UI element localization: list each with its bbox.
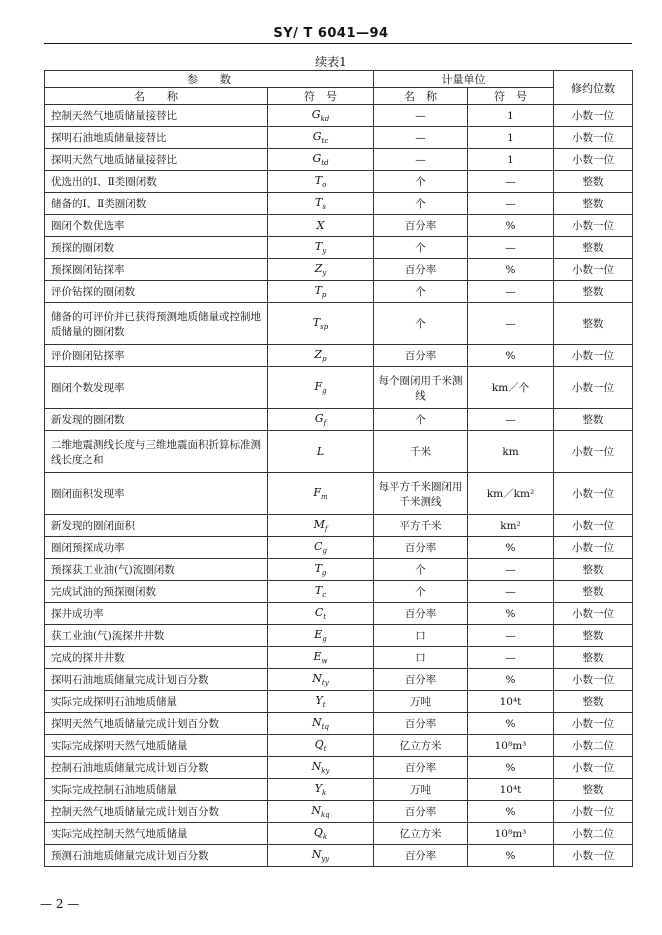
- table-row: [45, 581, 633, 603]
- decimal-places: 整数: [554, 581, 633, 603]
- symbol-base: Q: [313, 825, 323, 839]
- unit-symbol: %: [468, 801, 554, 823]
- param-name: 预测石油地质储量完成计划百分数: [45, 845, 268, 867]
- param-name: 优选出的Ⅰ、Ⅱ类圈闭数: [45, 171, 268, 193]
- decimal-places: 整数: [554, 303, 633, 345]
- unit-symbol: —: [468, 625, 554, 647]
- param-name: 新发现的圈闭数: [45, 409, 268, 431]
- unit-name: 万吨: [374, 779, 468, 801]
- symbol-subscript: sp: [320, 323, 329, 332]
- symbol-subscript: s: [322, 203, 326, 212]
- param-symbol: [268, 259, 374, 281]
- param-symbol: [268, 193, 374, 215]
- unit-symbol: %: [468, 603, 554, 625]
- decimal-places: 小数一位: [554, 713, 633, 735]
- table-row: [45, 757, 633, 779]
- param-name: 获工业油(气)流探井井数: [45, 625, 268, 647]
- decimal-places: 整数: [554, 559, 633, 581]
- param-name: 实际完成探明石油地质储量: [45, 691, 268, 713]
- decimal-places: 整数: [554, 193, 633, 215]
- decimal-places: 小数一位: [554, 149, 633, 171]
- symbol-subscript: ky: [321, 767, 330, 776]
- param-name: 圈闭预探成功率: [45, 537, 268, 559]
- symbol-subscript: p: [322, 355, 327, 364]
- unit-symbol: km／km²: [468, 473, 554, 515]
- param-name: 探明石油地质储量完成计划百分数: [45, 669, 268, 691]
- unit-symbol: %: [468, 345, 554, 367]
- param-name: 探井成功率: [45, 603, 268, 625]
- param-symbol: [268, 149, 374, 171]
- decimal-places: 小数一位: [554, 259, 633, 281]
- symbol-base: T: [314, 561, 322, 575]
- unit-name: 个: [374, 193, 468, 215]
- symbol-subscript: y: [322, 247, 327, 256]
- table-row: [45, 515, 633, 537]
- unit-name: 个: [374, 281, 468, 303]
- unit-name: 亿立方米: [374, 735, 468, 757]
- symbol-subscript: ty: [321, 679, 329, 688]
- symbol-subscript: g: [322, 547, 327, 556]
- symbol-subscript: t: [323, 613, 327, 622]
- unit-symbol: —: [468, 559, 554, 581]
- symbol-base: T: [314, 283, 322, 297]
- param-symbol: [268, 625, 374, 647]
- symbol-subscript: c: [322, 591, 327, 600]
- unit-symbol: %: [468, 713, 554, 735]
- param-symbol: [268, 669, 374, 691]
- param-name: 探明天然气地质储量接替比: [45, 149, 268, 171]
- table-row: [45, 473, 633, 515]
- param-symbol: [268, 823, 374, 845]
- parameter-table: [44, 70, 633, 867]
- unit-symbol: 10⁸m³: [468, 823, 554, 845]
- unit-symbol: —: [468, 581, 554, 603]
- unit-name: 百分率: [374, 845, 468, 867]
- unit-name: 百分率: [374, 537, 468, 559]
- table-row: [45, 345, 633, 367]
- decimal-places: 整数: [554, 171, 633, 193]
- param-symbol: [268, 409, 374, 431]
- symbol-subscript: t: [323, 745, 327, 754]
- symbol-base: N: [311, 759, 322, 773]
- symbol-base: T: [312, 315, 321, 329]
- table-row: [45, 559, 633, 581]
- unit-name: —: [374, 149, 468, 171]
- table-row: [45, 625, 633, 647]
- table-row: [45, 303, 633, 345]
- symbol-base: G: [312, 151, 322, 165]
- decimal-places: 整数: [554, 409, 633, 431]
- unit-name: 百分率: [374, 713, 468, 735]
- unit-name: 千米: [374, 431, 468, 473]
- param-name: 新发现的圈闭面积: [45, 515, 268, 537]
- decimal-places: 小数一位: [554, 801, 633, 823]
- symbol-base: T: [314, 583, 323, 597]
- param-symbol: [268, 735, 374, 757]
- unit-symbol: 1: [468, 149, 554, 171]
- unit-symbol: —: [468, 281, 554, 303]
- decimal-places: 小数一位: [554, 105, 633, 127]
- param-symbol: [268, 127, 374, 149]
- decimal-places: 整数: [554, 691, 633, 713]
- table-row: [45, 603, 633, 625]
- table-row: [45, 537, 633, 559]
- unit-symbol: km: [468, 431, 554, 473]
- param-name: 探明天然气地质储量完成计划百分数: [45, 713, 268, 735]
- params-header: 参 数: [45, 71, 374, 88]
- symbol-subscript: m: [321, 493, 328, 502]
- symbol-subscript: f: [323, 419, 327, 428]
- table-row: [45, 735, 633, 757]
- unit-symbol: 10⁴t: [468, 691, 554, 713]
- symbol-subscript: td: [321, 159, 329, 168]
- symbol-subscript: f: [324, 525, 328, 534]
- decimal-places: 小数二位: [554, 823, 633, 845]
- unit-symbol: 1: [468, 105, 554, 127]
- unit-name: 万吨: [374, 691, 468, 713]
- param-symbol: [268, 691, 374, 713]
- table-row: [45, 669, 633, 691]
- name-header: 名 称: [45, 88, 268, 105]
- unit-name: 个: [374, 303, 468, 345]
- param-symbol: [268, 779, 374, 801]
- unit-name: 亿立方米: [374, 823, 468, 845]
- unit-symbol: 10⁸m³: [468, 735, 554, 757]
- symbol-subscript: g: [322, 635, 327, 644]
- table-row: [45, 237, 633, 259]
- unit-name: 百分率: [374, 801, 468, 823]
- symbol-base: E: [314, 627, 323, 641]
- symbol-subscript: p: [321, 291, 327, 300]
- param-name: 储备的可评价并已获得预测地质储量或控制地质储量的圈闭数: [45, 303, 268, 345]
- param-name: 圈闭个数优选率: [45, 215, 268, 237]
- param-symbol: [268, 647, 374, 669]
- param-symbol: [268, 431, 374, 473]
- symbol-base: N: [311, 803, 321, 817]
- decimal-places: 小数一位: [554, 127, 633, 149]
- symbol-subscript: y: [322, 269, 327, 278]
- param-symbol: [268, 303, 374, 345]
- symbol-base: X: [316, 219, 325, 232]
- unit-symbol: %: [468, 215, 554, 237]
- table-row: [45, 127, 633, 149]
- param-symbol: [268, 757, 374, 779]
- param-name: 实际完成探明天然气地质储量: [45, 735, 268, 757]
- param-symbol: [268, 559, 374, 581]
- unit-symbol: —: [468, 647, 554, 669]
- symbol-subscript: tc: [321, 137, 329, 146]
- unit-name: 百分率: [374, 259, 468, 281]
- unit-symbol: 1: [468, 127, 554, 149]
- param-name: 储备的Ⅰ、Ⅱ类圈闭数: [45, 193, 268, 215]
- symbol-base: G: [314, 411, 324, 425]
- decimal-places: 整数: [554, 625, 633, 647]
- unit-name: 口: [374, 625, 468, 647]
- table-row: [45, 713, 633, 735]
- symbol-subscript: k: [322, 833, 328, 842]
- param-name: 圈闭面积发现率: [45, 473, 268, 515]
- symbol-subscript: yy: [321, 855, 330, 864]
- table-caption: 续表1: [315, 55, 347, 69]
- unit-name: 口: [374, 647, 468, 669]
- unit-symbol: —: [468, 409, 554, 431]
- decimal-places: 小数一位: [554, 367, 633, 409]
- unit-name: —: [374, 105, 468, 127]
- decimal-places: 小数一位: [554, 345, 633, 367]
- param-name: 完成的探井井数: [45, 647, 268, 669]
- symbol-base: F: [314, 379, 323, 393]
- unit-name: 平方千米: [374, 515, 468, 537]
- unit-symbol: %: [468, 259, 554, 281]
- param-name: 预探获工业油(气)流圈闭数: [45, 559, 268, 581]
- param-name: 预探的圈闭数: [45, 237, 268, 259]
- symbol-subscript: w: [321, 657, 328, 666]
- param-name: 探明石油地质储量接替比: [45, 127, 268, 149]
- param-symbol: [268, 845, 374, 867]
- symbol-base: T: [314, 239, 323, 253]
- decimal-places: 小数一位: [554, 515, 633, 537]
- decimal-places: 小数一位: [554, 603, 633, 625]
- symbol-base: C: [314, 605, 324, 619]
- unit-name: 百分率: [374, 669, 468, 691]
- param-name: 实际完成控制天然气地质储量: [45, 823, 268, 845]
- decimal-places: 整数: [554, 281, 633, 303]
- symbol-base: Q: [314, 737, 324, 751]
- param-name: 二维地震测线长度与三维地震面积折算标准测线长度之和: [45, 431, 268, 473]
- symbol-subscript: o: [322, 181, 327, 190]
- param-name: 圈闭个数发现率: [45, 367, 268, 409]
- unit-symbol: km／个: [468, 367, 554, 409]
- param-symbol: [268, 713, 374, 735]
- unit-name: 百分率: [374, 215, 468, 237]
- decimal-places: 小数一位: [554, 845, 633, 867]
- symbol-base: Y: [314, 781, 322, 795]
- param-symbol: [268, 171, 374, 193]
- param-symbol: [268, 515, 374, 537]
- page-number: — 2 —: [40, 897, 80, 911]
- symbol-base: T: [314, 173, 323, 187]
- decimals-header: 修约位数: [554, 71, 633, 105]
- table-row: [45, 647, 633, 669]
- table-row: [45, 215, 633, 237]
- table-row: [45, 149, 633, 171]
- unit-symbol: %: [468, 757, 554, 779]
- decimal-places: 小数一位: [554, 669, 633, 691]
- param-symbol: [268, 473, 374, 515]
- decimal-places: 小数一位: [554, 757, 633, 779]
- symbol-base: C: [314, 539, 323, 553]
- symbol-subscript: kd: [320, 115, 330, 124]
- unit-symbol: —: [468, 237, 554, 259]
- symbol-base: N: [312, 671, 322, 685]
- decimal-places: 小数一位: [554, 431, 633, 473]
- unit-name: 个: [374, 171, 468, 193]
- unit-name: 个: [374, 237, 468, 259]
- table-row: [45, 801, 633, 823]
- decimal-places: 小数一位: [554, 215, 633, 237]
- symbol-base: G: [311, 107, 321, 121]
- unit-name: 个: [374, 581, 468, 603]
- symbol-subscript: t: [322, 701, 326, 710]
- unit-symbol: 10⁴t: [468, 779, 554, 801]
- symbol-base: T: [315, 195, 323, 209]
- symbol-base: Y: [315, 693, 323, 707]
- table-row: [45, 779, 633, 801]
- param-name: 评价钻探的圈闭数: [45, 281, 268, 303]
- param-symbol: [268, 345, 374, 367]
- symbol-base: N: [312, 715, 322, 729]
- table-row: [45, 105, 633, 127]
- table-row: [45, 171, 633, 193]
- param-symbol: [268, 105, 374, 127]
- param-symbol: [268, 537, 374, 559]
- symbol-base: Z: [314, 261, 323, 275]
- unit-name: 个: [374, 409, 468, 431]
- table-row: [45, 193, 633, 215]
- symbol-subscript: g: [322, 387, 327, 396]
- table-row: [45, 367, 633, 409]
- decimal-places: 整数: [554, 647, 633, 669]
- unit-symbol: %: [468, 845, 554, 867]
- symbol-subscript: k: [322, 789, 327, 798]
- table-row: [45, 845, 633, 867]
- decimal-places: 整数: [554, 237, 633, 259]
- unit-symbol: —: [468, 171, 554, 193]
- table-row: [45, 691, 633, 713]
- table-row: [45, 409, 633, 431]
- param-name: 预探圈闭钻探率: [45, 259, 268, 281]
- param-name: 控制天然气地质储量完成计划百分数: [45, 801, 268, 823]
- param-name: 控制石油地质储量完成计划百分数: [45, 757, 268, 779]
- param-symbol: [268, 215, 374, 237]
- table-row: [45, 431, 633, 473]
- symbol-base: G: [312, 129, 322, 143]
- param-symbol: [268, 237, 374, 259]
- header-rule: [44, 43, 632, 44]
- decimal-places: 整数: [554, 779, 633, 801]
- symbol-base: L: [316, 445, 325, 458]
- param-name: 评价圈闭钻探率: [45, 345, 268, 367]
- decimal-places: 小数一位: [554, 537, 633, 559]
- unit-symbol-header: 符 号: [468, 88, 554, 105]
- table-row: [45, 281, 633, 303]
- decimal-places: 小数二位: [554, 735, 633, 757]
- unit-name: 百分率: [374, 603, 468, 625]
- unit-symbol: —: [468, 303, 554, 345]
- unit-symbol: %: [468, 537, 554, 559]
- unit-name: 百分率: [374, 345, 468, 367]
- symbol-subscript: g: [321, 569, 327, 578]
- symbol-subscript: tq: [321, 723, 329, 732]
- param-symbol: [268, 281, 374, 303]
- unit-symbol: —: [468, 193, 554, 215]
- symbol-header: 符 号: [268, 88, 374, 105]
- table-body: [45, 105, 633, 867]
- unit-name: 每个圈闭用千米测线: [374, 367, 468, 409]
- symbol-subscript: kq: [320, 811, 330, 820]
- symbol-base: F: [313, 485, 321, 499]
- param-name: 控制天然气地质储量接替比: [45, 105, 268, 127]
- symbol-base: Z: [314, 347, 323, 361]
- table-row: [45, 823, 633, 845]
- unit-symbol: km²: [468, 515, 554, 537]
- standard-code: SY/ T 6041—94: [273, 26, 389, 41]
- symbol-base: N: [311, 847, 322, 861]
- param-symbol: [268, 367, 374, 409]
- unit-name: 个: [374, 559, 468, 581]
- symbol-base: M: [313, 517, 325, 531]
- unit-group-header: 计量单位: [374, 71, 554, 88]
- symbol-base: E: [313, 649, 322, 663]
- unit-symbol: %: [468, 669, 554, 691]
- param-name: 完成试油的预探圈闭数: [45, 581, 268, 603]
- unit-name: —: [374, 127, 468, 149]
- unit-name: 百分率: [374, 757, 468, 779]
- param-symbol: [268, 801, 374, 823]
- unit-name-header: 名 称: [374, 88, 468, 105]
- unit-name: 每平方千米圈闭用千米测线: [374, 473, 468, 515]
- param-symbol: [268, 603, 374, 625]
- table-row: [45, 259, 633, 281]
- decimal-places: 小数一位: [554, 473, 633, 515]
- param-name: 实际完成控制石油地质储量: [45, 779, 268, 801]
- param-symbol: [268, 581, 374, 603]
